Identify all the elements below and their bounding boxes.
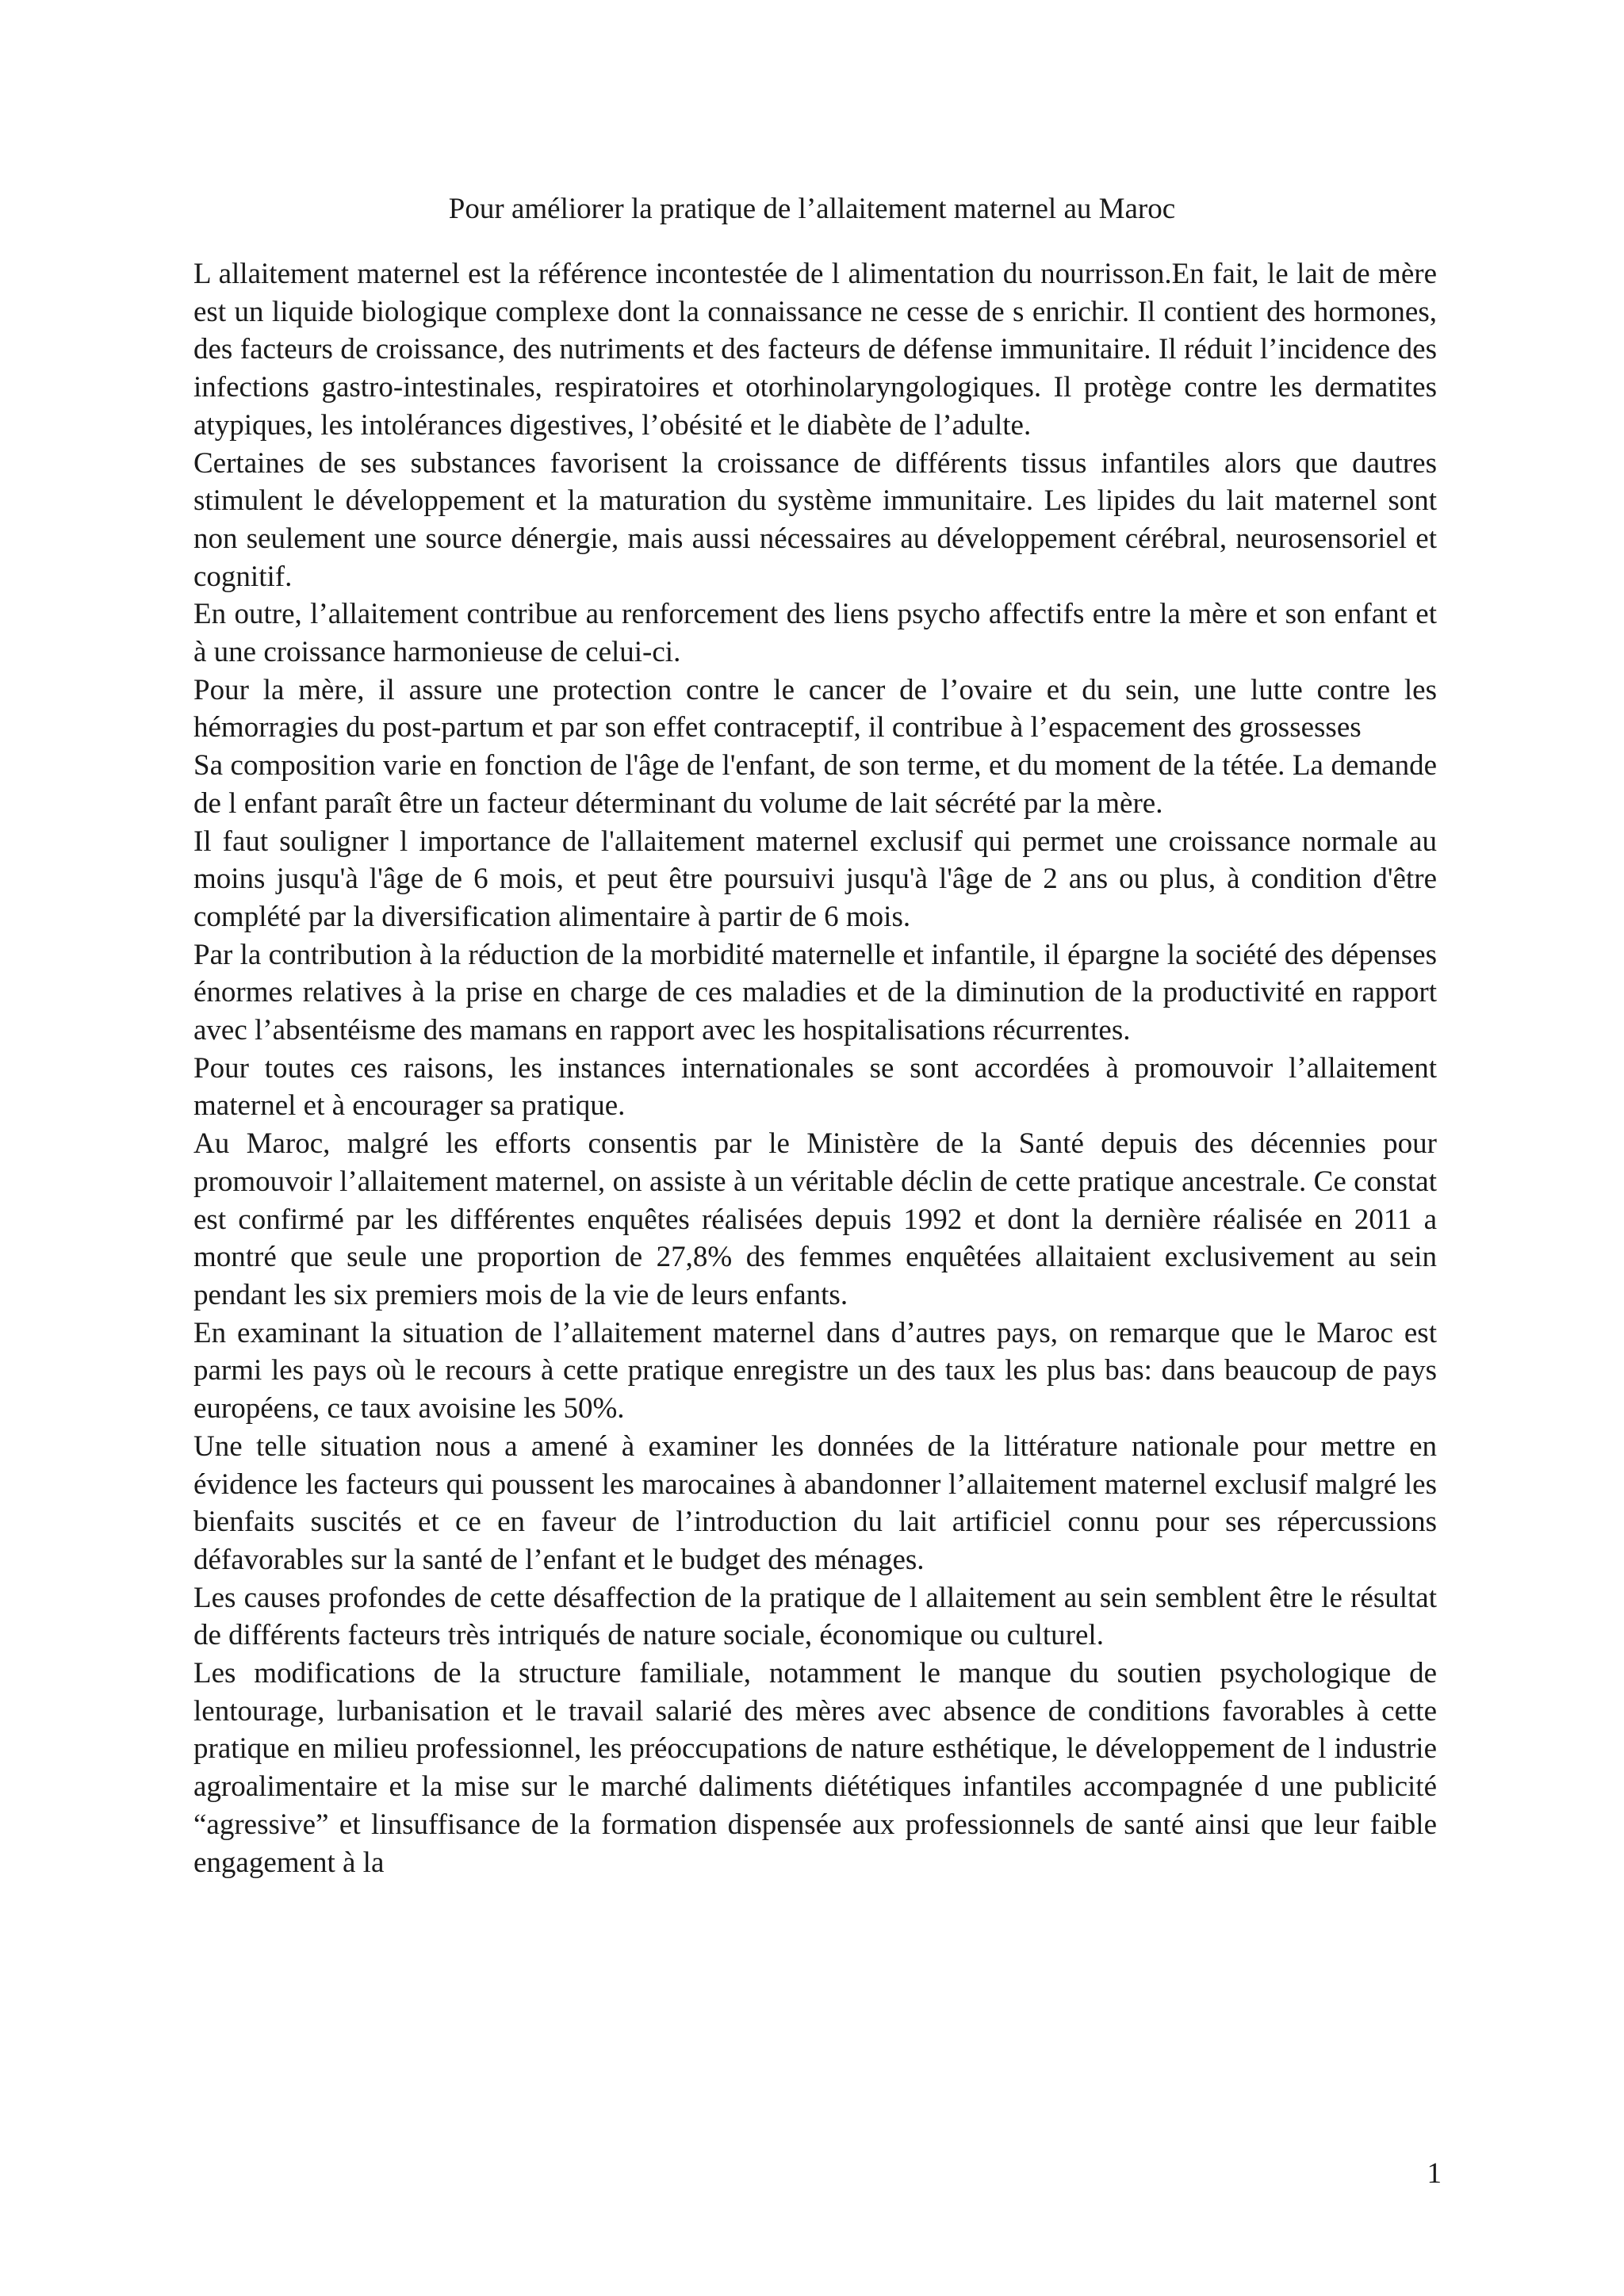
document-title: Pour améliorer la pratique de l’allaitement maternel au Maroc [448, 193, 1176, 225]
paragraph-6: Il faut souligner l importance de l'allaitement maternel exclusif qui permet une croissance normale au moins jusqu'à l'âge de 6 mois, et peut être poursuivi jusqu'à l'âge de 2 ans ou plus, à condition d'être complété par la diversification alimentaire à partir de 6 mois. [193, 825, 1437, 933]
document-body [193, 255, 1437, 1881]
paragraph-13: Les modifications de la structure familiale, notamment le manque du soutien psychologique de lentourage, lurbanisation et le travail salarié des mères avec absence de conditions favorables à cette pratique en milieu professionnel, les préoccupations de nature esthétique, le développement de l industrie agroalimentaire et la mise sur le marché daliments diététiques infantiles accompagnée d une publicité “agressive” et linsuffisance de la formation dispensée aux professionnels de santé ainsi que leur faible engagement à la [193, 1657, 1437, 1879]
paragraph-2: Certaines de ses substances favorisent la croissance de différents tissus infantiles alors que dautres stimulent le développement et la maturation du système immunitaire. Les lipides du lait maternel sont non seulement une source dénergie, mais aussi nécessaires au développement cérébral, neurosensoriel et cognitif. [193, 446, 1437, 593]
paragraph-8: Pour toutes ces raisons, les instances internationales se sont accordées à promouvoir l’allaitement maternel et à encourager sa pratique. [193, 1051, 1437, 1123]
paragraph-9: Au Maroc, malgré les efforts consentis par le Ministère de la Santé depuis des décennies pour promouvoir l’allaitement maternel, on assiste à un véritable déclin de cette pratique ancestrale. Ce constat est confirmé par les différentes enquêtes réalisées depuis 1992 et dont la dernière réalisée en 2011 a montré que seule une proportion de 27,8% des femmes enquêtées allaitaient exclusivement au sein pendant les six premiers mois de la vie de leurs enfants. [193, 1127, 1437, 1311]
paragraph-1: L allaitement maternel est la référence incontestée de l alimentation du nourrisson.En fait, le lait de mère est un liquide biologique complexe dont la connaissance ne cesse de s enrichir. Il contient des hormones, des facteurs de croissance, des nutriments et des facteurs de défense immunitaire. Il réduit l’incidence des infections gastro-intestinales, respiratoires et otorhinolaryngologiques. Il protège contre les dermatites atypiques, les intolérances digestives, l’obésité et le diabète de l’adulte. [193, 258, 1437, 442]
paragraph-3: En outre, l’allaitement contribue au renforcement des liens psycho affectifs entre la mère et son enfant et à une croissance harmonieuse de celui-ci. [193, 598, 1437, 669]
page-number: 1 [1427, 2157, 1442, 2190]
paragraph-4: Pour la mère, il assure une protection contre le cancer de l’ovaire et du sein, une lutte contre les hémorragies du post-partum et par son effet contraceptif, il contribue à l’espacement des grossesses [193, 673, 1437, 744]
paragraph-11: Une telle situation nous a amené à examiner les données de la littérature nationale pour mettre en évidence les facteurs qui poussent les marocaines à abandonner l’allaitement maternel exclusif malgré les bienfaits suscités et ce en faveur de l’introduction du lait artificiel connu pour ses répercussions défavorables sur la santé de l’enfant et le budget des ménages. [193, 1429, 1437, 1576]
paragraph-12: Les causes profondes de cette désaffection de la pratique de l allaitement au sein semblent être le résultat de différents facteurs très intriqués de nature sociale, économique ou culturel. [193, 1581, 1437, 1652]
paragraph-10: En examinant la situation de l’allaitement maternel dans d’autres pays, on remarque que le Maroc est parmi les pays où le recours à cette pratique enregistre un des taux les plus bas: dans beaucoup de pays européens, ce taux avoisine les 50%. [193, 1316, 1437, 1425]
paragraph-5: Sa composition varie en fonction de l'âge de l'enfant, de son terme, et du moment de la tétée. La demande de l enfant paraît être un facteur déterminant du volume de lait sécrété par la mère. [193, 749, 1437, 820]
paragraph-7: Par la contribution à la réduction de la morbidité maternelle et infantile, il épargne la société des dépenses énormes relatives à la prise en charge de ces maladies et de la diminution de la productivité en rapport avec l’absentéisme des mamans en rapport avec les hospitalisations récurrentes. [193, 938, 1437, 1047]
